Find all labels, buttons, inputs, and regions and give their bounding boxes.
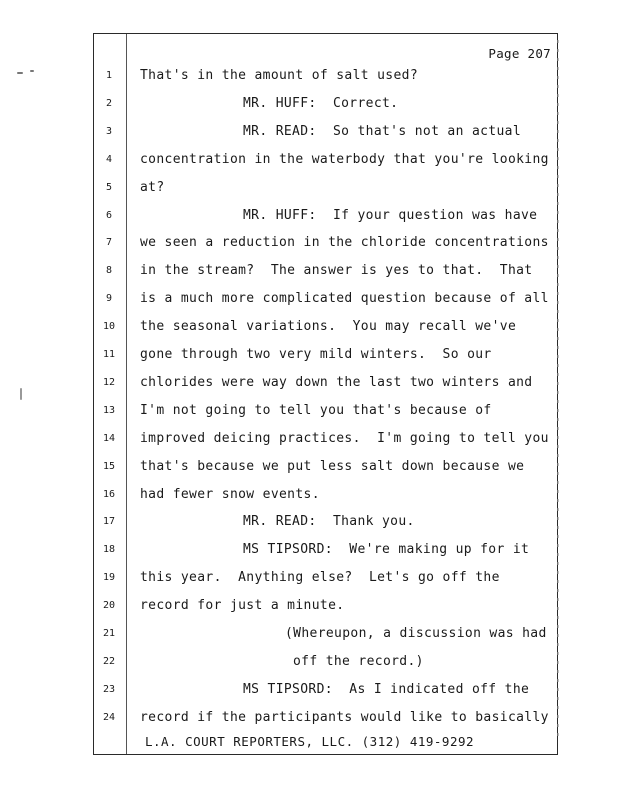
scan-speck [17,72,23,74]
line-number: 6 [105,209,113,221]
scan-speck [20,388,22,400]
transcript-line: gone through two very mild winters. So our [140,347,492,362]
transcript-line: (Whereupon, a discussion was had [285,626,547,641]
line-number: 8 [105,265,113,277]
line-number: 10 [102,321,116,333]
line-number: 11 [102,349,116,360]
transcript-line: that's because we put less salt down because we [140,458,525,474]
transcript-line: record if the participants would like to basically [140,709,549,725]
line-number: 7 [105,237,113,249]
line-number: 24 [102,711,116,723]
line-number: 18 [102,544,116,556]
transcript-line: this year. Anything else? Let's go off the [140,570,500,586]
transcript-line: MR. READ: Thank you. [243,514,415,530]
transcript-line: at? [140,179,165,195]
line-number: 13 [102,404,116,416]
transcript-line: MS TIPSORD: As I indicated off the [243,681,530,697]
transcript-line: we seen a reduction in the chloride concentrations [140,235,549,251]
line-number: 1 [105,70,113,81]
line-number: 14 [102,432,116,444]
transcript-line: off the record.) [293,653,424,669]
transcript-line: is a much more complicated question because of all [140,291,549,307]
transcript-line: That's in the amount of salt used? [140,68,419,83]
transcript-line: record for just a minute. [140,598,345,614]
line-number: 12 [102,376,116,388]
transcript-line: I'm not going to tell you that's because of [140,402,492,418]
scan-edge-artifact [557,40,559,740]
transcript-line: had fewer snow events. [140,486,320,502]
line-number: 21 [102,628,116,639]
line-number: 17 [102,516,116,528]
scan-speck [30,70,34,72]
transcript-line: MR. READ: So that's not an actual [243,123,522,139]
line-number: 23 [102,683,116,695]
transcript-line: MS TIPSORD: We're making up for it [243,542,530,558]
transcript-line: MR. HUFF: If your question was have [243,207,538,223]
footer-reporter-info: L.A. COURT REPORTERS, LLC. (312) 419-9292 [144,734,475,749]
line-number: 3 [105,125,113,137]
line-number: 5 [105,181,113,193]
line-number-margin-rule [126,34,127,754]
transcript-line: the seasonal variations. You may recall we've [140,319,517,335]
transcript-line: concentration in the waterbody that you're looking [140,151,549,167]
line-number: 2 [105,97,113,109]
transcript-line: chlorides were way down the last two winters and [140,374,533,390]
page-number: Page 207 [488,46,551,61]
transcript-line: improved deicing practices. I'm going to tell you [140,430,549,446]
line-number: 19 [102,572,116,584]
transcript-line: MR. HUFF: Correct. [243,95,399,111]
transcript-line: in the stream? The answer is yes to that. That [140,263,533,279]
line-number: 20 [102,600,116,612]
line-number: 16 [102,488,116,500]
line-number: 9 [105,293,113,305]
line-number: 22 [102,655,116,667]
transcript-page-border [93,33,558,755]
line-number: 4 [105,153,113,165]
line-number: 15 [102,460,116,472]
